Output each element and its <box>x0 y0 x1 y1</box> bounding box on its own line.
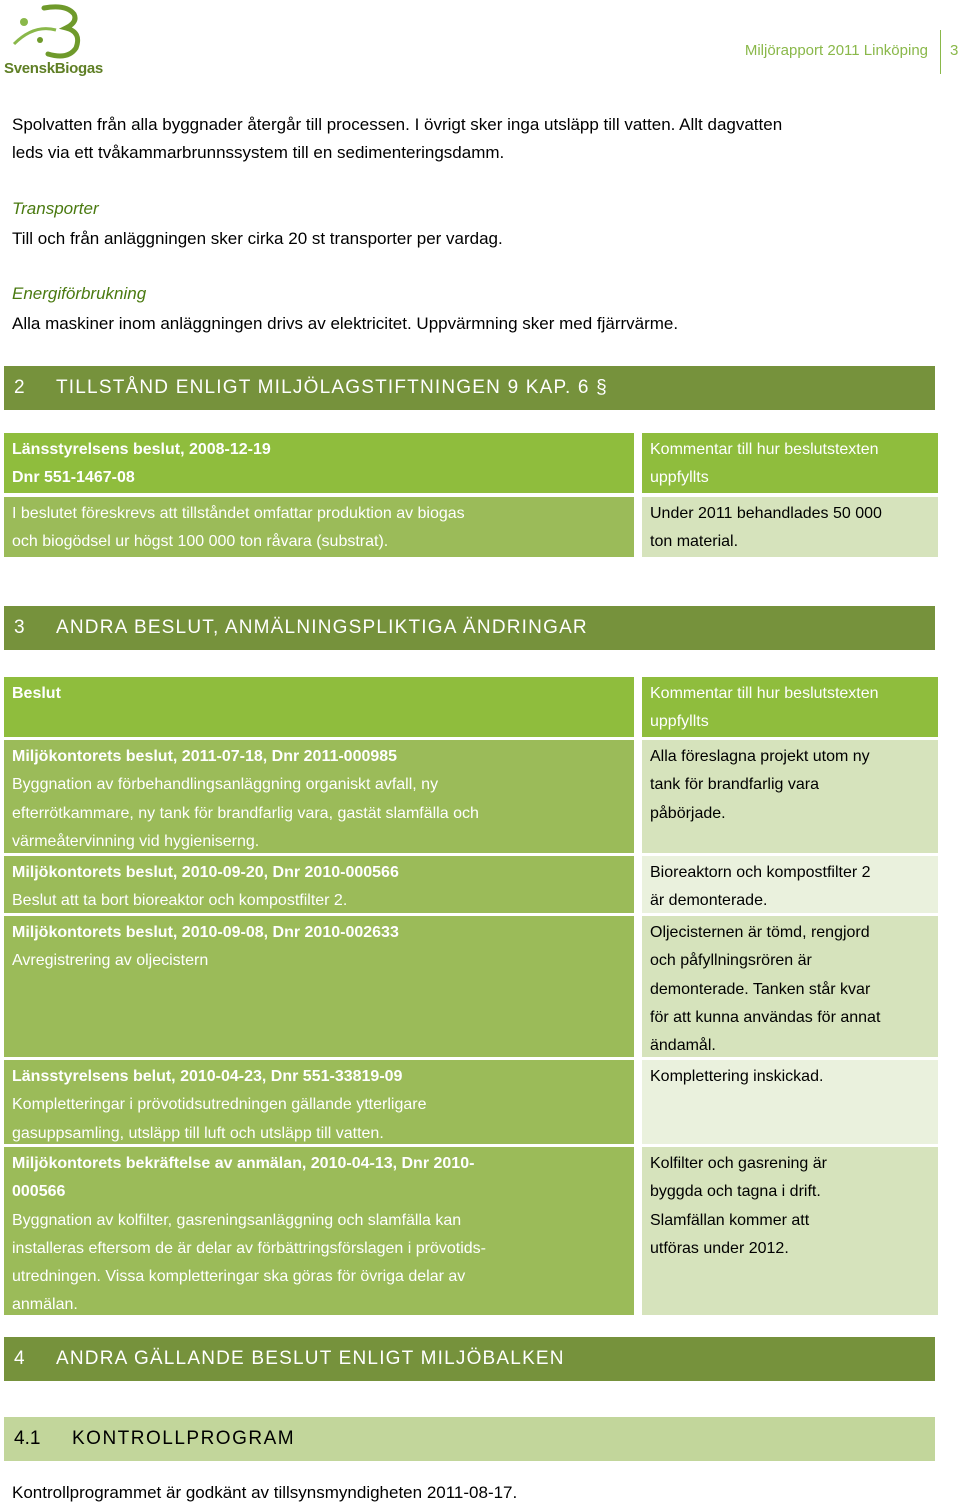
row-body-line: efterrötkammare, ny tank för brandfarlig vara, gastät slamfälla och <box>12 804 479 822</box>
kontrollprogram-text: Kontrollprogrammet är godkänt av tillsynsmyndigheten 2011-08-17. <box>12 1483 518 1502</box>
row-body-line: värmeåtervinning vid hygieniserng. <box>12 832 260 850</box>
row-body-line: gasuppsamling, utsläpp till luft och utsläpp till vatten. <box>12 1124 384 1142</box>
comment-line: ändamål. <box>650 1037 716 1055</box>
s2-right-header <box>642 433 938 493</box>
comment-line: Oljecisternen är tömd, rengjord <box>650 924 870 941</box>
section-number: 3 <box>14 617 25 638</box>
row-comment <box>642 740 938 853</box>
intro-line: Spolvatten från alla byggnader återgår till processen. I övrigt sker inga utsläpp till vatten. Allt dagvatten <box>12 115 783 134</box>
row-body-line: utredningen. Vissa kompletteringar ska göras för övriga delar av <box>12 1268 466 1286</box>
table-row <box>4 1060 634 1144</box>
row-body-line: Avregistrering av oljecistern <box>12 952 209 970</box>
table-row <box>4 1147 634 1315</box>
comment-line: påbörjade. <box>650 804 726 822</box>
row-body-line: Byggnation av kolfilter, gasreningsanläggning och slamfälla kan <box>12 1211 462 1229</box>
intro-line: leds via ett tvåkammarbrunnssystem till en sedimenteringsdamm. <box>12 143 505 162</box>
comment-line: tank för brandfarlig vara <box>650 776 819 794</box>
section-2-heading <box>4 366 935 410</box>
row-title: Miljökontorets beslut, 2010-09-08, Dnr 2010-002633 <box>12 924 399 941</box>
s2-body-line: och biogödsel ur högst 100 000 ton råvara (substrat). <box>12 533 389 551</box>
comment-line: Alla föreslagna projekt utom ny <box>650 748 870 765</box>
document-title: Miljörapport 2011 Linköping <box>744 42 928 59</box>
section-3-heading <box>4 606 935 650</box>
section-number: 2 <box>14 377 25 398</box>
s3-comment-header: Kommentar till hur beslutstexten <box>650 685 879 702</box>
row-comment <box>642 1060 938 1144</box>
comment-line: är demonterade. <box>650 892 768 910</box>
row-title: Miljökontorets beslut, 2011-07-18, Dnr 2011-000985 <box>12 748 398 765</box>
s2-comment-line: Under 2011 behandlades 50 000 <box>650 505 882 522</box>
section-title: ANDRA GÄLLANDE BESLUT ENLIGT MILJÖBALKEN <box>56 1348 565 1369</box>
section-title: ANDRA BESLUT, ANMÄLNINGSPLIKTIGA ÄNDRINGAR <box>56 617 588 638</box>
comment-line: Bioreaktorn och kompostfilter 2 <box>650 864 871 881</box>
s2-decision-number: Dnr 551-1467-08 <box>12 469 135 487</box>
row-body-line: Beslut att ta bort bioreaktor och kompostfilter 2. <box>12 892 348 910</box>
s3-right-header <box>642 677 938 737</box>
row-title: Miljökontorets beslut, 2010-09-20, Dnr 2010-000566 <box>12 864 399 881</box>
s2-comment-line: ton material. <box>650 533 739 551</box>
row-body-line: Byggnation av förbehandlingsanläggning organiskt avfall, ny <box>12 776 439 794</box>
row-title: Miljökontorets bekräftelse av anmälan, 2010-04-13, Dnr 2010- <box>12 1155 475 1172</box>
s2-comment-header: Kommentar till hur beslutstexten <box>650 441 879 458</box>
comment-line: utföras under 2012. <box>650 1239 789 1257</box>
section-4-1-heading <box>4 1417 935 1461</box>
table-row <box>4 740 634 853</box>
comment-line: Slamfällan kommer att <box>650 1211 810 1229</box>
page-number: 3 <box>950 42 959 59</box>
s2-left-header <box>4 433 634 493</box>
header-divider <box>940 30 941 74</box>
section-title: TILLSTÅND ENLIGT MILJÖLAGSTIFTNINGEN 9 KAP. 6 § <box>56 377 608 398</box>
energi-heading: Energiförbrukning <box>12 284 147 303</box>
row-title: Länsstyrelsens belut, 2010-04-23, Dnr 551-33819-09 <box>12 1068 403 1085</box>
transporter-text: Till och från anläggningen sker cirka 20 st transporter per vardag. <box>12 229 503 248</box>
row-comment <box>642 856 938 913</box>
row-comment <box>642 1147 938 1315</box>
s3-left-header: Beslut <box>4 677 634 737</box>
s2-left-body <box>4 497 634 557</box>
s2-right-body <box>642 497 938 557</box>
comment-line: demonterade. Tanken står kvar <box>650 980 871 998</box>
energi-text: Alla maskiner inom anläggningen drivs av elektricitet. Uppvärmning sker med fjärrvärme. <box>12 314 679 333</box>
intro-paragraph <box>12 111 782 167</box>
comment-line: byggda och tagna i drift. <box>650 1183 821 1201</box>
row-body-line: installeras eftersom de är delar av förbättringsförslagen i prövotids- <box>12 1239 486 1257</box>
table-row <box>4 916 634 1057</box>
s2-body-line: I beslutet föreskrevs att tillståndet omfattar produktion av biogas <box>12 505 465 522</box>
section-number: 4 <box>14 1348 25 1369</box>
table-row <box>4 856 634 913</box>
comment-line: Komplettering inskickad. <box>650 1068 824 1085</box>
comment-line: Kolfilter och gasrening är <box>650 1155 827 1172</box>
s2-decision-title: Länsstyrelsens beslut, 2008-12-19 <box>12 441 271 458</box>
section-title: KONTROLLPROGRAM <box>72 1428 296 1449</box>
comment-line: och påfyllningsrören är <box>650 952 812 970</box>
row-body-line: anmälan. <box>12 1296 78 1314</box>
s2-comment-header: uppfyllts <box>650 469 709 487</box>
comment-line: för att kunna användas för annat <box>650 1008 881 1026</box>
s3-comment-header: uppfyllts <box>650 713 709 731</box>
row-comment <box>642 916 938 1057</box>
section-number: 4.1 <box>14 1428 41 1449</box>
logo-text: SvenskBiogas <box>4 60 103 77</box>
row-title: 000566 <box>12 1183 66 1201</box>
transporter-heading: Transporter <box>12 199 99 218</box>
row-body-line: Kompletteringar i prövotidsutredningen gällande ytterligare <box>12 1096 427 1114</box>
section-4-heading <box>4 1337 935 1381</box>
